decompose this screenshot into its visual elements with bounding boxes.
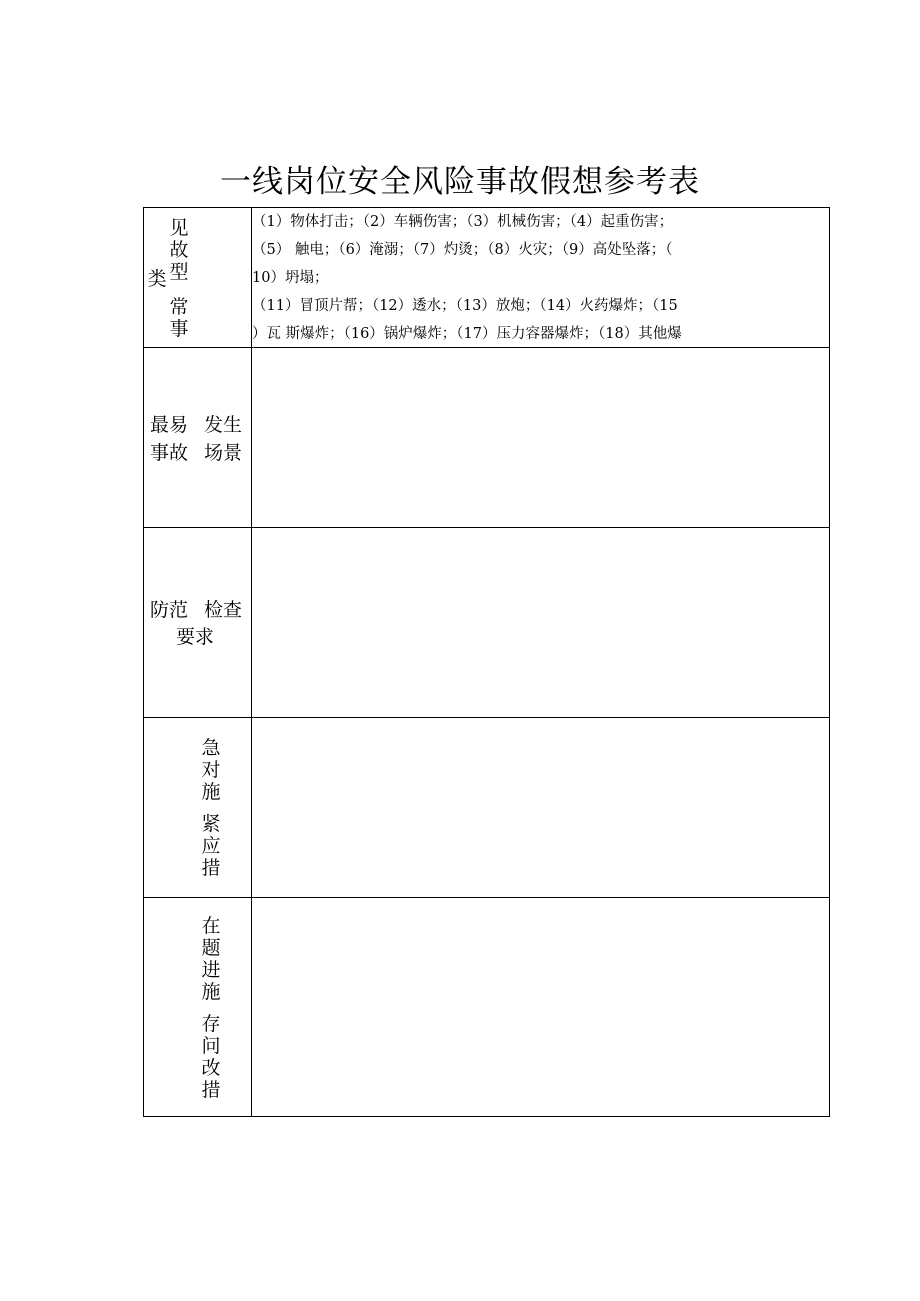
types-line: ）瓦 斯爆炸；（16）锅炉爆炸；（17）压力容器爆炸；（18）其他爆 [252,326,682,342]
types-line: （1）物体打击；（2）车辆伤害；（3）机械伤害；（4）起重伤害； [252,214,674,230]
label-scene-b: 发生 [204,414,243,436]
label-prevention-c: 要求 [176,626,215,648]
label-types-col2: 型 [169,261,189,283]
row-divider [144,897,829,898]
document-title: 一线岗位安全风险事故假想参考表 [220,164,700,200]
label-scene-d: 场景 [204,442,243,464]
label-issues-col1: 在题进施 [201,915,221,1003]
label-issues-col2: 存问改措 [201,1013,221,1101]
types-line: （5） 触电；（6）淹溺；（7）灼烫；（8）火灾；（9）高处坠落；（ [252,242,673,258]
row-divider [144,527,829,528]
row-divider [144,717,829,718]
label-types-col3: 类 [147,268,167,290]
label-emergency-col2: 紧应措 [201,813,221,879]
label-emergency-col1: 急对施 [201,737,221,803]
types-line: 10）坍塌； [252,270,329,286]
label-types-col1: 见故 [169,217,189,261]
label-prevention-b: 检查 [204,599,243,621]
accident-types-text [252,208,828,348]
label-types-col4: 常事 [169,296,189,340]
risk-reference-table [143,207,830,1117]
label-scene-a: 最易 [150,414,189,436]
types-line: （11）冒顶片帮；（12）透水；（13）放炮；（14）火药爆炸；（15 [252,298,678,314]
label-prevention-a: 防范 [150,599,189,621]
label-scene-c: 事故 [150,442,189,464]
